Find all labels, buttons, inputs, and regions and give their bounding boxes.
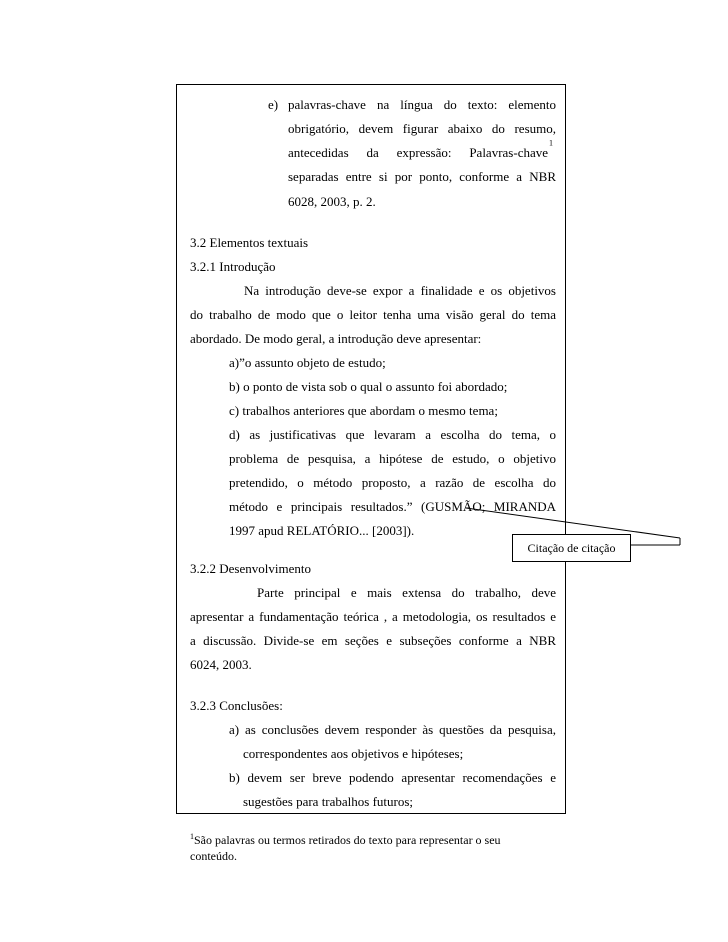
development-line-1: Parte principal e mais extensa do trabalho, deve [257,585,556,600]
footnote-line-1: $^1$São palavras ou termos retirados do texto para representar o seu [190,832,501,847]
development-line-2: apresentar a fundamentação teórica , a metodologia, os resultados e [190,609,556,624]
section-heading-3-2-3: 3.2.3 Conclusões: [190,698,283,713]
item-e-line-1: palavras-chave na língua do texto: elemento [288,97,556,112]
development-line-3: a discussão. Divide-se em seções e subseções conforme a NBR [190,633,556,648]
section-heading-3-2-2: 3.2.2 Desenvolvimento [190,561,311,576]
intro-paragraph-line-1: Na introdução deve-se expor a finalidade e os objetivos [244,283,556,298]
section-heading-3-2: 3.2 Elementos textuais [190,235,309,250]
item-e-line-3: antecedidas da expressão: Palavras-chave [288,145,548,160]
callout-box: Citação de citação [512,534,631,562]
intro-item-d-line-1: d) as justificativas que levaram a escolha do tema, o [229,427,556,442]
item-e-line-5: 6028, 2003, p. 2. [288,194,376,209]
conclusions-item-b-line-2: sugestões para trabalhos futuros; [243,794,414,809]
intro-item-a: a)”o assunto objeto de estudo; [229,355,386,370]
intro-item-d-line-5: 1997 apud RELATÓRIO... [2003]). [229,523,415,538]
intro-item-b: b) o ponto de vista sob o qual o assunto foi abordado; [229,379,508,394]
footnote-line-2: conteúdo. [190,849,237,863]
conclusions-item-b-line-1: b) devem ser breve podendo apresentar recomendações e [229,770,556,785]
development-line-4: 6024, 2003. [190,657,252,672]
conclusions-item-a-line-1: a) as conclusões devem responder às questões da pesquisa, [229,722,556,737]
intro-item-d-line-2: problema de pesquisa, a hipótese de estudo, o objetivo [229,451,556,466]
intro-item-d-line-3: pretendido, o método proposto, a razão de escolha do [229,475,556,490]
footnote-reference: 1 [549,138,553,148]
intro-paragraph-line-3: abordado. De modo geral, a introdução deve apresentar: [190,331,482,346]
item-e-marker: e) [268,97,279,112]
intro-item-c: c) trabalhos anteriores que abordam o mesmo tema; [229,403,498,418]
conclusions-item-a-line-2: correspondentes aos objetivos e hipóteses; [243,746,464,761]
footnote-marker: 1 [190,832,194,841]
item-e-line-2: obrigatório, devem figurar abaixo do resumo, [288,121,556,136]
intro-paragraph-line-2: do trabalho de modo que o leitor tenha uma visão geral do tema [190,307,556,322]
section-heading-3-2-1: 3.2.1 Introdução [190,259,276,274]
intro-item-d-line-4: método e principais resultados.” (GUSMÃO; MIRANDA [229,499,556,514]
item-e-line-4: separadas entre si por ponto, conforme a NBR [288,169,556,184]
